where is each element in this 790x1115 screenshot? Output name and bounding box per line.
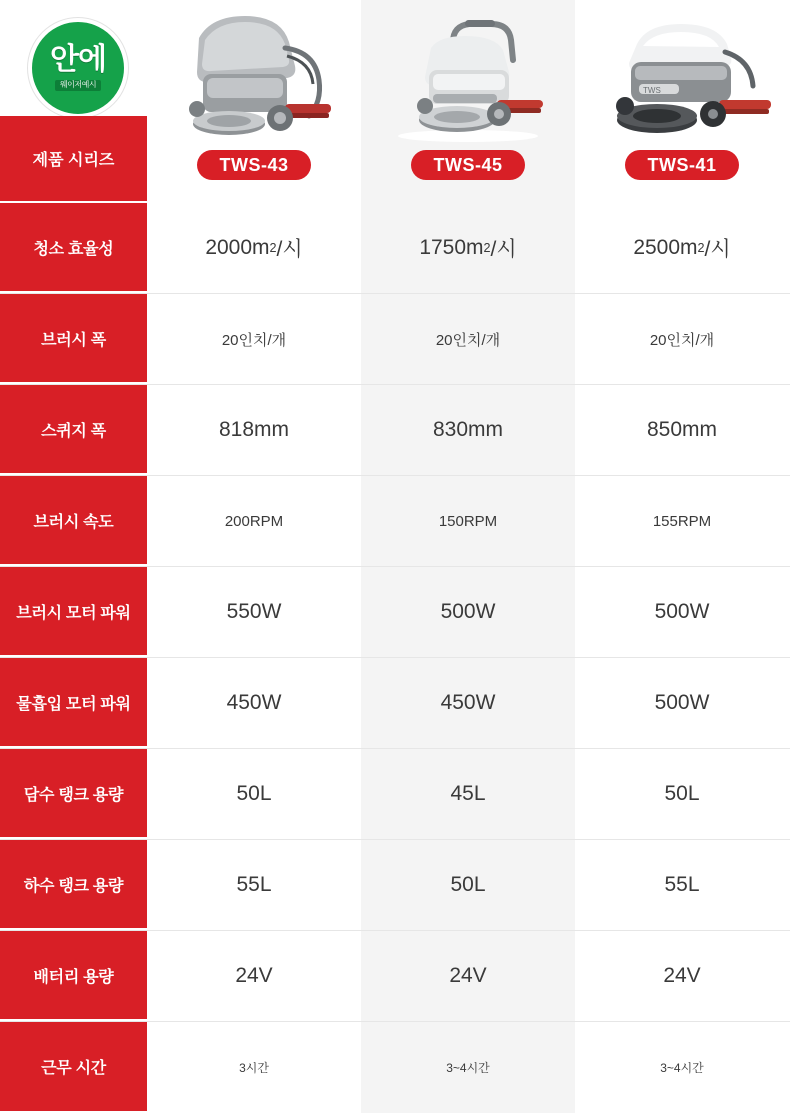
table-row xyxy=(0,658,790,749)
row-label: 담수 탱크 용량 xyxy=(0,749,147,839)
spec-value-cell: 20인치/개 xyxy=(361,294,575,384)
product-name-badge-2: TWS-45 xyxy=(411,150,524,180)
table-row xyxy=(0,203,790,294)
spec-value-cell: 450W xyxy=(147,658,361,748)
product-column-2 xyxy=(361,0,575,203)
spec-value-cell: 850mm xyxy=(575,385,789,475)
product-column-3 xyxy=(575,0,789,203)
table-row xyxy=(0,931,790,1022)
spec-value-cell: 150RPM xyxy=(361,476,575,566)
spec-value-cell: 50L xyxy=(361,840,575,930)
table-row xyxy=(0,840,790,931)
row-label: 스퀴지 폭 xyxy=(0,385,147,475)
row-label: 근무 시간 xyxy=(0,1022,147,1113)
spec-value-cell: 450W xyxy=(361,658,575,748)
row-label: 브러시 모터 파워 xyxy=(0,567,147,657)
spec-rows xyxy=(0,203,790,1113)
spec-value-cell: 50L xyxy=(147,749,361,839)
spec-value-cell: 500W xyxy=(361,567,575,657)
table-header-row xyxy=(0,0,790,203)
row-label: 청소 효율성 xyxy=(0,203,147,293)
spec-value-cell: 24V xyxy=(575,931,789,1021)
spec-value-cell: 830mm xyxy=(361,385,575,475)
spec-value-cell: 3~4시간 xyxy=(575,1022,789,1113)
spec-value-cell: 24V xyxy=(361,931,575,1021)
spec-value-cell: 24V xyxy=(147,931,361,1021)
spec-value-cell: 3시간 xyxy=(147,1022,361,1113)
row-label: 브러시 폭 xyxy=(0,294,147,384)
spec-value-cell: 3~4시간 xyxy=(361,1022,575,1113)
spec-value-cell: 155RPM xyxy=(575,476,789,566)
row-label: 하수 탱크 용량 xyxy=(0,840,147,930)
table-row xyxy=(0,1022,790,1113)
row-label: 브러시 속도 xyxy=(0,476,147,566)
spec-value-cell: 2000m 2 /시 xyxy=(147,203,361,293)
spec-value-cell: 550W xyxy=(147,567,361,657)
spec-value-cell: 1750m 2 /시 xyxy=(361,203,575,293)
company-logo-badge-icon xyxy=(28,18,128,118)
spec-value-cell: 50L xyxy=(575,749,789,839)
svg-text:TWS: TWS xyxy=(642,86,661,95)
table-row xyxy=(0,385,790,476)
logo-cell xyxy=(0,0,147,203)
row-label: 물흡입 모터 파워 xyxy=(0,658,147,748)
table-row xyxy=(0,567,790,658)
spec-value-cell: 818mm xyxy=(147,385,361,475)
floor-scrubber-tws-43-image xyxy=(147,0,361,150)
floor-scrubber-tws-41-image xyxy=(575,0,789,150)
spec-value-cell: 20인치/개 xyxy=(575,294,789,384)
table-row xyxy=(0,749,790,840)
table-row xyxy=(0,476,790,567)
spec-value-cell: 500W xyxy=(575,658,789,748)
row-label: 배터리 용량 xyxy=(0,931,147,1021)
logo-sub-text: 웨이저예시 xyxy=(55,80,101,91)
product-column-1 xyxy=(147,0,361,203)
spec-value-cell: 200RPM xyxy=(147,476,361,566)
spec-value-cell: 2500m 2 /시 xyxy=(575,203,789,293)
product-name-badge-1: TWS-43 xyxy=(197,150,310,180)
product-name-badge-3: TWS-41 xyxy=(625,150,738,180)
spec-value-cell: 55L xyxy=(147,840,361,930)
floor-scrubber-tws-45-image xyxy=(361,0,575,150)
spec-value-cell: 500W xyxy=(575,567,789,657)
spec-value-cell: 55L xyxy=(575,840,789,930)
row-label-product-series: 제품 시리즈 xyxy=(0,116,147,203)
logo-main-text: 안에 xyxy=(50,43,106,77)
table-row xyxy=(0,294,790,385)
spec-value-cell: 20인치/개 xyxy=(147,294,361,384)
spec-value-cell: 45L xyxy=(361,749,575,839)
